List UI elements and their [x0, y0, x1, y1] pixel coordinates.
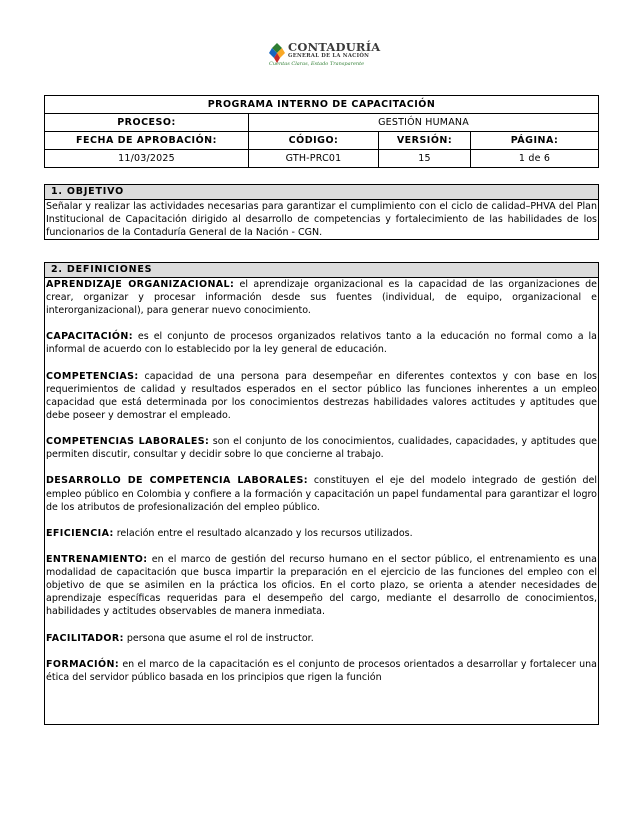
- definition-item: [46, 370, 597, 422]
- definition-term: DESARROLLO DE COMPETENCIA LABORALES:: [46, 475, 308, 487]
- definiciones-section: [44, 262, 599, 725]
- definition-term: FORMACIÓN:: [46, 658, 120, 670]
- definition-text: capacidad de una persona para desempeñar en diferentes contextos y con base en los requerimientos de calidad y resultados esperados en el sector público las funciones inherentes a un empleo capacidad que está determinada por los conocimientos destrezas habilidades valores actitudes y aptitudes que debe poseer y demostrar el empleado.: [46, 370, 597, 421]
- cgn-logo: [268, 40, 381, 70]
- definition-text: en el marco de gestión del recurso humano en el sector público, el entrenamiento es una modalidad de capacitación que busca impartir la preparación en el ejercicio de las funciones del empleo con el objetivo de que se asimilen en la práctica los oficios. En el corto plazo, se orienta a atender necesidades de aprendizaje específicas requeridas para el desempeño del cargo, mediante el desarrollo de conocimientos, habilidades y actitudes observables de manera inmediata.: [46, 553, 597, 618]
- definition-term: COMPETENCIAS LABORALES:: [46, 436, 210, 448]
- objetivo-heading: 1. OBJETIVO: [45, 185, 598, 200]
- logo-slogan: Cuentas Claras, Estado Transparente: [269, 61, 365, 67]
- definition-item: [46, 330, 597, 356]
- definition-item: [46, 474, 597, 513]
- process-value: GESTIÓN HUMANA: [249, 114, 599, 132]
- definition-text: relación entre el resultado alcanzado y los recursos utilizados.: [113, 527, 413, 539]
- definition-item: [46, 527, 597, 540]
- definition-term: EFICIENCIA:: [46, 527, 114, 539]
- version-label: VERSIÓN:: [379, 132, 471, 150]
- definiciones-body: [45, 278, 598, 684]
- definition-term: FACILITADOR:: [46, 632, 124, 644]
- definition-item: [46, 435, 597, 461]
- logo-subtitle: GENERAL DE LA NACIÓN: [288, 53, 370, 59]
- code-value: GTH-PRC01: [249, 150, 379, 168]
- definition-text: son el conjunto de los conocimientos, cualidades, capacidades, y aptitudes que permiten discutir, consultar y decidir sobre lo que concierne al trabajo.: [46, 436, 597, 461]
- code-label: CÓDIGO:: [249, 132, 379, 150]
- approval-date-value: 11/03/2025: [45, 150, 249, 168]
- definition-text: el aprendizaje organizacional es la capacidad de las organizaciones de crear, organizar y procesar información desde sus fuentes (individual, de equipo, organizacional e interorganizacional), para generar nuevo conocimiento.: [46, 279, 597, 317]
- page-value: 1 de 6: [471, 150, 599, 168]
- definition-item: [46, 278, 597, 317]
- definition-term: APRENDIZAJE ORGANIZACIONAL:: [46, 279, 235, 290]
- definiciones-heading: 2. DEFINICIONES: [45, 263, 598, 278]
- definition-item: [46, 658, 597, 684]
- approval-date-label: FECHA DE APROBACIÓN:: [45, 132, 249, 150]
- definition-term: COMPETENCIAS:: [46, 370, 139, 382]
- process-label: PROCESO:: [45, 114, 249, 132]
- definition-text: constituyen el eje del modelo integrado de gestión del empleo público en Colombia y confiere a la formación y capacitación un papel fundamental para garantizar el logro de los atributos de profesionalización del empleo público.: [46, 475, 597, 513]
- program-title: PROGRAMA INTERNO DE CAPACITACIÓN: [45, 96, 599, 114]
- page-label: PÁGINA:: [471, 132, 599, 150]
- logo-name: CONTADURÍA: [288, 40, 381, 54]
- version-value: 15: [379, 150, 471, 168]
- definition-term: CAPACITACIÓN:: [46, 331, 133, 343]
- document-header-table: [44, 95, 599, 168]
- objetivo-text: Señalar y realizar las actividades necesarias para garantizar el cumplimiento con el ciclo de calidad–PHVA del Plan Institucional de Capacitación dirigido al desarrollo de competencias y fortalecimiento de las habilidades de los funcionarios de la Contaduría General de la Nación - CGN.: [46, 201, 597, 239]
- definition-item: [46, 553, 597, 618]
- definition-term: ENTRENAMIENTO:: [46, 553, 148, 565]
- definition-text: es el conjunto de procesos organizados relativos tanto a la educación no formal como a la informal de acuerdo con lo establecido por la ley general de educación.: [46, 331, 597, 356]
- definition-item: [46, 632, 597, 645]
- definition-text: en el marco de la capacitación es el conjunto de procesos orientados a desarrollar y fortalecer una ética del servidor público basada en los principios que rigen la función: [46, 658, 597, 683]
- objetivo-section: [44, 184, 599, 240]
- definition-text: persona que asume el rol de instructor.: [123, 632, 314, 644]
